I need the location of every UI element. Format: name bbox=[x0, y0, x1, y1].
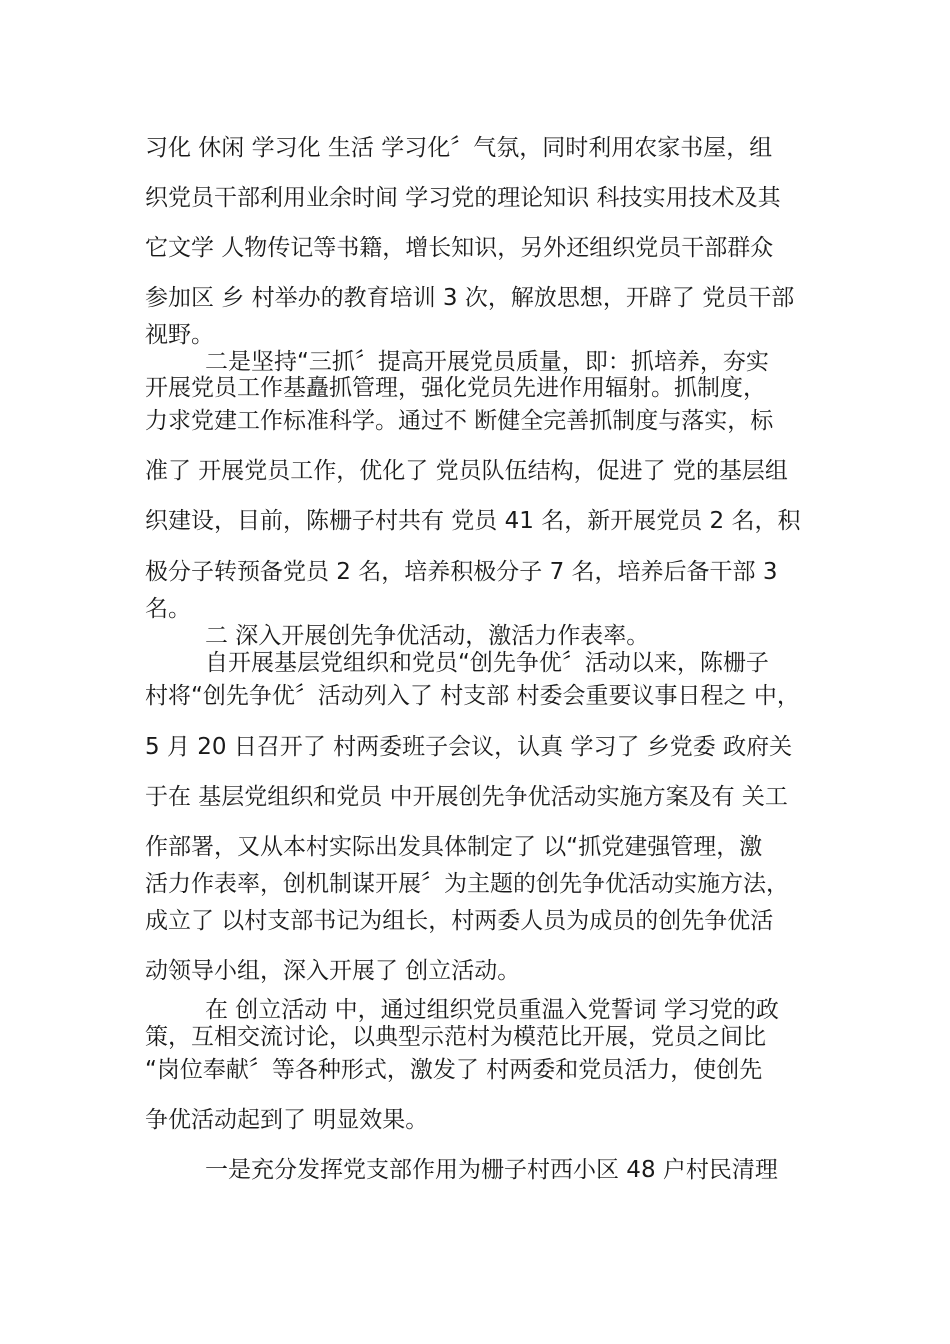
text-line: 力求党建工作标准科学。通过不 断健全完善抓制度与落实，标 bbox=[145, 408, 774, 434]
text-line: 策，互相交流讨论，以典型示范村为模范比开展，党员之间比 bbox=[145, 1024, 766, 1050]
text-line: 开展党员工作基矗抓管理，强化党员先进作用辐射。抓制度， bbox=[145, 375, 766, 401]
text-line: 极分子转预备党员 2 名，培养积极分子 7 名，培养后备干部 3 bbox=[145, 559, 778, 585]
text-line: 于在 基层党组织和党员 中开展创先争优活动实施方案及有 关工 bbox=[145, 784, 788, 810]
section-heading: 二 深入开展创先争优活动，激活力作表率。 bbox=[205, 623, 650, 649]
text-line: 5 月 20 日召开了 村两委班子会议，认真 学习了 乡党委 政府关 bbox=[145, 734, 793, 760]
text-line: “岗位奉献〞等各种形式，激发了 村两委和党员活力，使创先 bbox=[145, 1057, 763, 1083]
text-line: 村将“创先争优〞活动列入了 村支部 村委会重要议事日程之 中， bbox=[145, 683, 800, 709]
text-line: 织党员干部利用业余时间 学习党的理论知识 科技实用技术及其 bbox=[145, 185, 781, 211]
paragraph-start-line: 二是坚持“三抓〞提高开展党员质量，即：抓培养，夯实 bbox=[205, 349, 769, 375]
text-line: 名。 bbox=[145, 596, 191, 622]
text-line: 视野。 bbox=[145, 322, 214, 348]
text-line: 活力作表率，创机制谋开展〞为主题的创先争优活动实施方法， bbox=[145, 871, 789, 897]
text-line: 参加区 乡 村举办的教育培训 3 次，解放思想，开辟了 党员干部 bbox=[145, 285, 795, 311]
paragraph-start-line: 一是充分发挥党支部作用为栅子村西小区 48 户村民清理 bbox=[205, 1157, 778, 1183]
text-line: 习化 休闲 学习化 生活 学习化〞气氛，同时利用农家书屋，组 bbox=[145, 135, 773, 161]
text-line: 它文学 人物传记等书籍，增长知识，另外还组织党员干部群众 bbox=[145, 235, 774, 261]
text-line: 动领导小组，深入开展了 创立活动。 bbox=[145, 958, 521, 984]
text-line: 织建设，目前，陈栅子村共有 党员 41 名，新开展党员 2 名，积 bbox=[145, 508, 801, 534]
text-line: 准了 开展党员工作，优化了 党员队伍结构，促进了 党的基层组 bbox=[145, 458, 788, 484]
text-line: 作部署，又从本村实际出发具体制定了 以“抓党建强管理，激 bbox=[145, 834, 763, 860]
text-line: 争优活动起到了 明显效果。 bbox=[145, 1107, 429, 1133]
paragraph-start-line: 自开展基层党组织和党员“创先争优〞活动以来，陈栅子 bbox=[205, 650, 769, 676]
paragraph-start-line: 在 创立活动 中，通过组织党员重温入党誓词 学习党的政 bbox=[205, 997, 779, 1023]
text-line: 成立了 以村支部书记为组长，村两委人员为成员的创先争优活 bbox=[145, 908, 774, 934]
